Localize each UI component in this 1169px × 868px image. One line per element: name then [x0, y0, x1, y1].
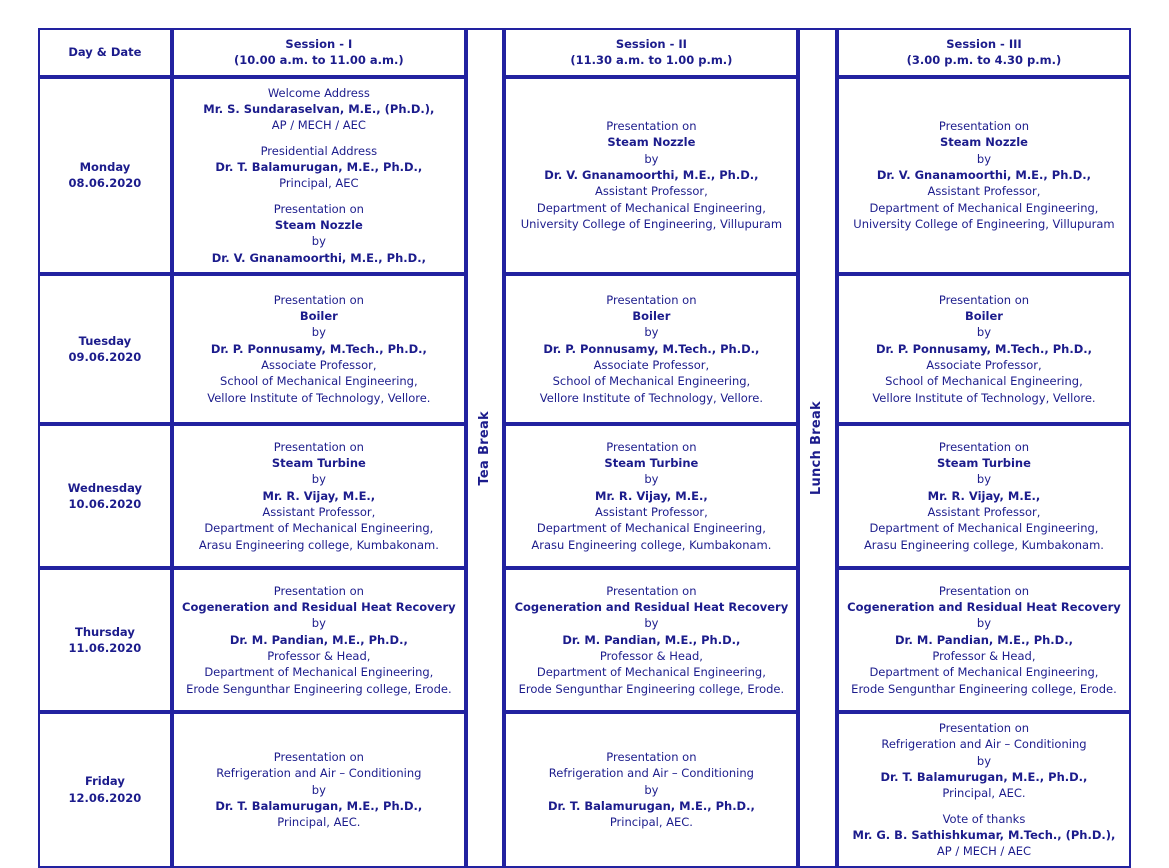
- session-text-line: Refrigeration and Air – Conditioning: [216, 766, 422, 781]
- session-text-line: School of Mechanical Engineering,: [220, 374, 418, 389]
- session-text-line: Refrigeration and Air – Conditioning: [548, 766, 754, 781]
- session-text-line: by: [976, 753, 992, 768]
- day-label: Thursday: [74, 624, 135, 639]
- session-text-line: Arasu Engineering college, Kumbakonam.: [531, 537, 772, 552]
- session-text-line: by: [311, 325, 326, 340]
- day-label: Friday: [84, 774, 125, 789]
- date-label: 09.06.2020: [68, 349, 142, 364]
- session-text-line: School of Mechanical Engineering,: [552, 374, 751, 389]
- header-session-2-time: (11.30 a.m. to 1.00 p.m.): [570, 53, 733, 68]
- session-text-line: Boiler: [299, 309, 338, 324]
- session-text-line: Cogeneration and Residual Heat Recovery: [182, 600, 456, 615]
- session-text-line: Principal, AEC.: [609, 815, 693, 830]
- session-text-line: Presentation on: [938, 583, 1030, 598]
- day-date-cell: [38, 77, 172, 274]
- session-text-line: Assistant Professor,: [927, 184, 1041, 199]
- session-text-line: Presentation on: [273, 201, 364, 216]
- date-label: 10.06.2020: [68, 496, 142, 511]
- session-text-line: Department of Mechanical Engineering,: [536, 521, 766, 536]
- session-text-line: Vellore Institute of Technology, Vellore.: [539, 390, 764, 405]
- table-row: [38, 77, 1131, 274]
- session-text-line: Presentation on: [606, 292, 697, 307]
- session-1-cell: [172, 424, 466, 568]
- session-text-line: Vellore Institute of Technology, Vellore.: [872, 390, 1096, 405]
- session-text-line: Presentation on: [938, 119, 1030, 134]
- session-text-line: AP / MECH / AEC: [271, 118, 366, 133]
- lunch-break-cell: [798, 28, 837, 868]
- session-text-line: Department of Mechanical Engineering,: [204, 521, 434, 536]
- session-text-line: Professor & Head,: [599, 649, 703, 664]
- session-text-line: Presentation on: [606, 583, 697, 598]
- session-2-cell: [504, 712, 798, 868]
- session-text-line: AP / MECH / AEC: [936, 844, 1032, 859]
- session-text-line: Presentation on: [938, 720, 1030, 735]
- session-text-line: Principal, AEC.: [277, 815, 361, 830]
- header-session-2: [504, 28, 798, 77]
- header-session-3-title: Session - III: [946, 37, 1022, 51]
- session-text-line: Dr. T. Balamurugan, M.E., Ph.D.,: [547, 798, 755, 813]
- session-text-line: Principal, AEC.: [942, 786, 1026, 801]
- day-label: Wednesday: [67, 480, 143, 495]
- table-header-row: [38, 28, 1131, 77]
- table-row: [38, 712, 1131, 868]
- session-text-line: Dr. V. Gnanamoorthi, M.E., Ph.D.,: [544, 168, 759, 183]
- session-2-cell: [504, 77, 798, 274]
- session-text-line: Dr. V. Gnanamoorthi, M.E., Ph.D.,: [876, 168, 1092, 183]
- session-text-line: Mr. G. B. Sathishkumar, M.Tech., (Ph.D.),: [852, 827, 1116, 842]
- session-text-line: Presentation on: [606, 119, 697, 134]
- session-text-line: Arasu Engineering college, Kumbakonam.: [198, 537, 439, 552]
- session-text-line: Principal, AEC: [279, 176, 359, 191]
- session-text-line: by: [976, 616, 992, 631]
- session-text-line: by: [311, 616, 326, 631]
- tea-break-label: Tea Break: [476, 410, 492, 486]
- session-text-line: by: [976, 325, 992, 340]
- day-date-cell: [38, 712, 172, 868]
- table-row: [38, 424, 1131, 568]
- date-label: 11.06.2020: [68, 640, 142, 655]
- session-text-line: Boiler: [964, 309, 1003, 324]
- date-label: 08.06.2020: [68, 176, 142, 191]
- header-session-3-time: (3.00 p.m. to 4.30 p.m.): [906, 53, 1062, 68]
- session-text-line: Mr. R. Vijay, M.E.,: [927, 488, 1041, 503]
- header-session-1: [172, 28, 466, 77]
- schedule-body: [38, 28, 1131, 868]
- session-text-line: Dr. V. Gnanamoorthi, M.E., Ph.D.,: [211, 250, 426, 265]
- session-3-cell: [837, 424, 1131, 568]
- session-text-line: Dr. P. Ponnusamy, M.Tech., Ph.D.,: [210, 341, 427, 356]
- day-date-cell: [38, 274, 172, 424]
- session-text-line: Refrigeration and Air – Conditioning: [881, 737, 1087, 752]
- session-3-cell: [837, 77, 1131, 274]
- session-text-line: by: [644, 325, 659, 340]
- session-1-cell: [172, 568, 466, 712]
- session-text-line: University College of Engineering, Villupuram: [853, 217, 1115, 232]
- day-label: Tuesday: [78, 333, 132, 348]
- session-text-line: Presentation on: [606, 749, 697, 764]
- session-text-line: Dr. T. Balamurugan, M.E., Ph.D.,: [880, 769, 1088, 784]
- session-text-line: Erode Sengunthar Engineering college, Erode.: [851, 681, 1117, 696]
- session-text-line: Associate Professor,: [261, 358, 377, 373]
- table-row: [38, 274, 1131, 424]
- session-text-line: Steam Nozzle: [607, 135, 696, 150]
- session-text-line: by: [644, 782, 659, 797]
- session-text-line: Department of Mechanical Engineering,: [536, 665, 766, 680]
- tea-break-cell: [466, 28, 505, 868]
- session-text-line: Presentation on: [938, 439, 1030, 454]
- session-text-line: Vellore Institute of Technology, Vellore.: [207, 390, 431, 405]
- session-text-line: Department of Mechanical Engineering,: [869, 665, 1099, 680]
- session-text-line: Welcome Address: [267, 85, 370, 100]
- session-text-line: Erode Sengunthar Engineering college, Erode.: [518, 681, 785, 696]
- session-text-line: Presentation on: [273, 583, 364, 598]
- session-text-line: Boiler: [632, 309, 671, 324]
- session-text-line: Professor & Head,: [267, 649, 371, 664]
- session-2-cell: [504, 568, 798, 712]
- session-text-line: Presentation on: [273, 439, 364, 454]
- header-session-1-time: (10.00 a.m. to 11.00 a.m.): [234, 53, 404, 68]
- session-text-line: Associate Professor,: [593, 358, 710, 373]
- session-text-line: Department of Mechanical Engineering,: [869, 521, 1099, 536]
- session-text-line: Associate Professor,: [926, 358, 1042, 373]
- session-text-line: by: [976, 151, 992, 166]
- session-text-line: by: [311, 472, 326, 487]
- session-text-line: Cogeneration and Residual Heat Recovery: [847, 600, 1121, 615]
- session-text-line: Mr. R. Vijay, M.E.,: [595, 488, 708, 503]
- text-spacer: [180, 134, 458, 143]
- session-text-line: Arasu Engineering college, Kumbakonam.: [863, 537, 1104, 552]
- session-text-line: Dr. P. Ponnusamy, M.Tech., Ph.D.,: [875, 341, 1092, 356]
- header-session-1-title: Session - I: [285, 37, 353, 51]
- session-text-line: University College of Engineering, Villupuram: [520, 217, 783, 232]
- session-text-line: Steam Turbine: [604, 456, 699, 471]
- session-text-line: Department of Mechanical Engineering,: [536, 200, 766, 215]
- session-2-cell: [504, 424, 798, 568]
- session-2-cell: [504, 274, 798, 424]
- session-text-line: Steam Nozzle: [939, 135, 1028, 150]
- session-text-line: Department of Mechanical Engineering,: [869, 200, 1099, 215]
- session-text-line: Mr. S. Sundaraselvan, M.E., (Ph.D.),: [203, 101, 435, 116]
- session-text-line: by: [644, 616, 659, 631]
- header-session-3: [837, 28, 1131, 77]
- header-session-2-title: Session - II: [615, 37, 687, 51]
- day-label: Monday: [79, 159, 131, 174]
- header-day-date: Day & Date: [38, 28, 172, 77]
- session-text-line: Presentation on: [273, 292, 364, 307]
- session-1-cell: [172, 274, 466, 424]
- session-text-line: Steam Turbine: [271, 456, 366, 471]
- session-text-line: Dr. T. Balamurugan, M.E., Ph.D.,: [215, 159, 423, 174]
- session-text-line: Department of Mechanical Engineering,: [204, 665, 434, 680]
- session-text-line: Dr. T. Balamurugan, M.E., Ph.D.,: [215, 798, 423, 813]
- date-label: 12.06.2020: [68, 790, 142, 805]
- session-text-line: by: [644, 472, 659, 487]
- session-1-cell: [172, 77, 466, 274]
- session-text-line: Dr. P. Ponnusamy, M.Tech., Ph.D.,: [543, 341, 760, 356]
- text-spacer: [180, 192, 458, 201]
- session-text-line: Dr. M. Pandian, M.E., Ph.D.,: [229, 632, 408, 647]
- session-1-cell: [172, 712, 466, 868]
- session-text-line: by: [311, 234, 326, 249]
- session-text-line: Vote of thanks: [942, 811, 1026, 826]
- workshop-schedule-table: [38, 28, 1131, 868]
- session-text-line: Assistant Professor,: [594, 184, 708, 199]
- session-text-line: Cogeneration and Residual Heat Recovery: [514, 600, 789, 615]
- session-text-line: by: [644, 151, 659, 166]
- session-text-line: by: [976, 472, 992, 487]
- session-text-line: Erode Sengunthar Engineering college, Erode.: [186, 681, 452, 696]
- session-3-cell: [837, 712, 1131, 868]
- lunch-break-label: Lunch Break: [809, 400, 825, 495]
- session-text-line: Assistant Professor,: [927, 505, 1041, 520]
- text-spacer: [845, 802, 1123, 811]
- session-text-line: Presidential Address: [260, 143, 378, 158]
- session-text-line: School of Mechanical Engineering,: [885, 374, 1083, 389]
- session-text-line: Assistant Professor,: [594, 505, 708, 520]
- table-row: [38, 568, 1131, 712]
- session-text-line: by: [311, 782, 326, 797]
- session-text-line: Steam Turbine: [936, 456, 1031, 471]
- session-text-line: Dr. M. Pandian, M.E., Ph.D.,: [562, 632, 741, 647]
- session-text-line: Steam Nozzle: [274, 217, 363, 232]
- session-3-cell: [837, 568, 1131, 712]
- session-3-cell: [837, 274, 1131, 424]
- session-text-line: Presentation on: [273, 749, 364, 764]
- day-date-cell: [38, 424, 172, 568]
- session-text-line: Dr. M. Pandian, M.E., Ph.D.,: [894, 632, 1073, 647]
- day-date-cell: [38, 568, 172, 712]
- session-text-line: Professor & Head,: [932, 649, 1036, 664]
- session-text-line: Assistant Professor,: [262, 505, 376, 520]
- session-text-line: Mr. R. Vijay, M.E.,: [262, 488, 376, 503]
- session-text-line: Presentation on: [606, 439, 697, 454]
- session-text-line: Presentation on: [938, 292, 1030, 307]
